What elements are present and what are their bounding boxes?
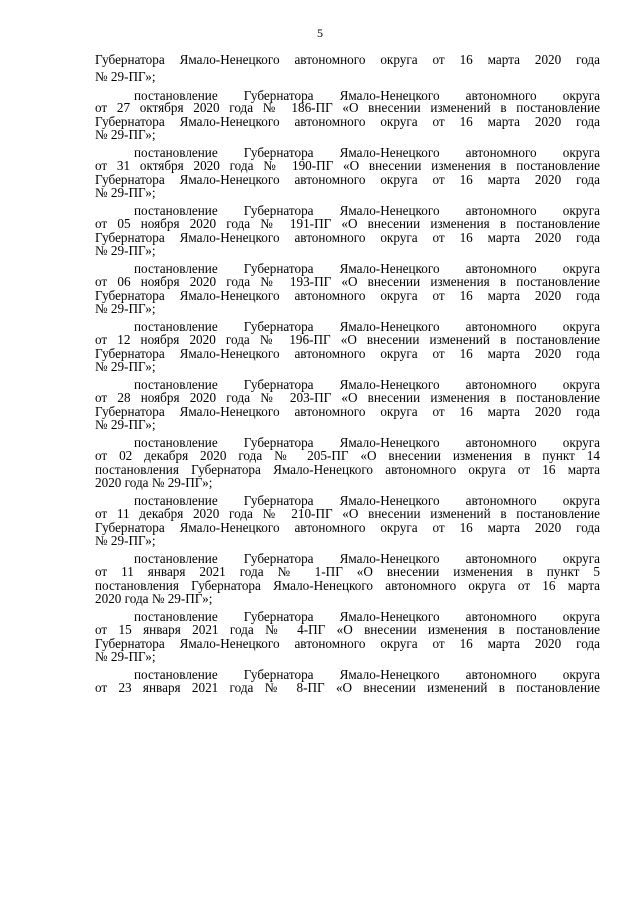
text-line: от 11 декабря 2020 года № 210-ПГ «О внесении изменений в постановление: [95, 506, 600, 521]
text-line: постановление Губернатора Ямало-Ненецкого автономного округа: [134, 377, 600, 392]
text-line: постановление Губернатора Ямало-Ненецкого автономного округа: [134, 203, 600, 218]
text-line: Губернатора Ямало-Ненецкого автономного округа от 16 марта 2020 года: [95, 346, 600, 361]
text-line: Губернатора Ямало-Ненецкого автономного округа от 16 марта 2020 года: [95, 114, 600, 129]
text-line: от 11 января 2021 года № 1-ПГ «О внесении изменения в пункт 5: [95, 564, 600, 579]
text-line: № 29-ПГ»;: [95, 69, 156, 84]
text-line: постановление Губернатора Ямало-Ненецкого автономного округа: [134, 609, 600, 624]
text-line: постановление Губернатора Ямало-Ненецкого автономного округа: [134, 319, 600, 334]
text-line: от 05 ноября 2020 года № 191-ПГ «О внесении изменения в постановление: [95, 216, 600, 231]
text-line: постановления Губернатора Ямало-Ненецкого автономного округа от 16 марта: [95, 578, 600, 593]
text-line: постановление Губернатора Ямало-Ненецкого автономного округа: [134, 145, 600, 160]
text-line: Губернатора Ямало-Ненецкого автономного округа от 16 марта 2020 года: [95, 404, 600, 419]
text-line: № 29-ПГ»;: [95, 417, 156, 432]
text-line: постановление Губернатора Ямало-Ненецкого автономного округа: [134, 435, 600, 450]
text-line: от 28 ноября 2020 года № 203-ПГ «О внесении изменения в постановление: [95, 390, 600, 405]
text-line: от 31 октября 2020 года № 190-ПГ «О внесении изменения в постановление: [95, 158, 600, 173]
text-line: № 29-ПГ»;: [95, 243, 156, 258]
text-line: Губернатора Ямало-Ненецкого автономного округа от 16 марта 2020 года: [95, 52, 600, 67]
text-line: № 29-ПГ»;: [95, 649, 156, 664]
text-line: от 27 октября 2020 года № 186-ПГ «О внесении изменений в постановление: [95, 100, 600, 115]
text-line: № 29-ПГ»;: [95, 127, 156, 142]
text-line: постановление Губернатора Ямало-Ненецкого автономного округа: [134, 667, 600, 682]
text-line: 2020 года № 29-ПГ»;: [95, 591, 213, 606]
text-line: Губернатора Ямало-Ненецкого автономного округа от 16 марта 2020 года: [95, 636, 600, 651]
text-line: 2020 года № 29-ПГ»;: [95, 475, 213, 490]
text-line: постановление Губернатора Ямало-Ненецкого автономного округа: [134, 493, 600, 508]
text-line: постановление Губернатора Ямало-Ненецкого автономного округа: [134, 261, 600, 276]
text-line: от 06 ноября 2020 года № 193-ПГ «О внесении изменения в постановление: [95, 274, 600, 289]
text-line: № 29-ПГ»;: [95, 185, 156, 200]
text-line: от 15 января 2021 года № 4-ПГ «О внесении изменения в постановление: [95, 622, 600, 637]
page-number: 5: [317, 26, 323, 40]
text-line: от 02 декабря 2020 года № 205-ПГ «О внесении изменения в пункт 14: [95, 448, 600, 463]
text-line: Губернатора Ямало-Ненецкого автономного округа от 16 марта 2020 года: [95, 172, 600, 187]
text-line: постановления Губернатора Ямало-Ненецкого автономного округа от 16 марта: [95, 462, 600, 477]
text-line: Губернатора Ямало-Ненецкого автономного округа от 16 марта 2020 года: [95, 230, 600, 245]
text-line: от 23 января 2021 года № 8-ПГ «О внесении изменений в постановление: [95, 680, 600, 695]
text-line: Губернатора Ямало-Ненецкого автономного округа от 16 марта 2020 года: [95, 288, 600, 303]
text-line: № 29-ПГ»;: [95, 359, 156, 374]
text-line: № 29-ПГ»;: [95, 533, 156, 548]
text-line: от 12 ноября 2020 года № 196-ПГ «О внесении изменений в постановление: [95, 332, 600, 347]
text-line: постановление Губернатора Ямало-Ненецкого автономного округа: [134, 88, 600, 103]
text-line: № 29-ПГ»;: [95, 301, 156, 316]
text-line: постановление Губернатора Ямало-Ненецкого автономного округа: [134, 551, 600, 566]
text-line: Губернатора Ямало-Ненецкого автономного округа от 16 марта 2020 года: [95, 520, 600, 535]
